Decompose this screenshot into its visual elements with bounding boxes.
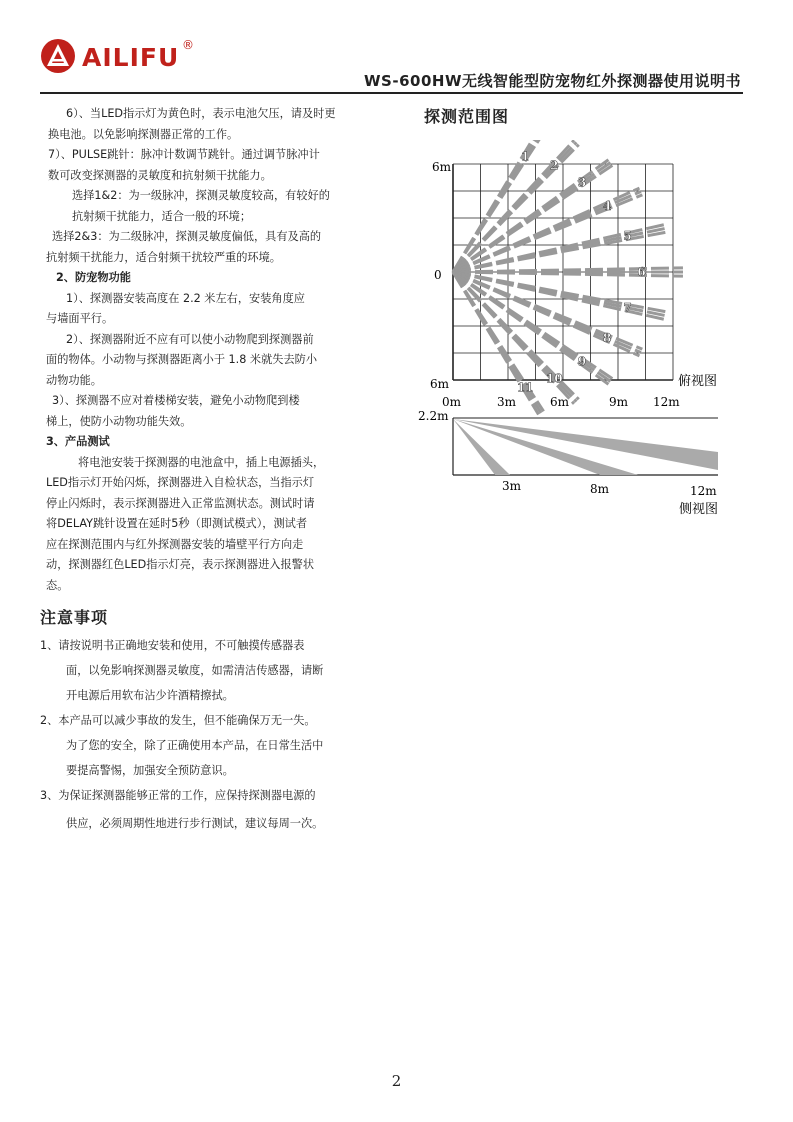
brand-logo-icon — [40, 38, 76, 74]
text-line: 选择1&2：为一级脉冲，探测灵敏度较高，有较好的 — [72, 189, 330, 202]
x-label: 3m — [497, 395, 517, 409]
zone-label: 9 — [577, 354, 587, 369]
side-height-label: 2.2m — [418, 409, 449, 423]
side-distance-label: 12m — [690, 484, 717, 498]
text-line: 动，探测器红色LED指示灯亮，表示探测器进入报警状 — [46, 558, 315, 571]
top-view-zones — [453, 140, 683, 415]
note-item: 1、请按说明书正确地安装和使用，不可触摸传感器表 — [40, 638, 305, 652]
zone-ray — [453, 272, 683, 276]
zone-label: 5 — [623, 229, 632, 244]
side-view-caption: 侧视图 — [679, 502, 719, 517]
page-number: 2 — [391, 1072, 402, 1090]
y-label-top: 6m — [432, 160, 452, 174]
text-line: 将DELAY跳针设置在延时5秒（即测试模式），测试者 — [46, 517, 308, 530]
note-line: 面，以免影响探测器灵敏度，如需清洁传感器，请断 — [66, 663, 324, 677]
text-line: 态。 — [46, 578, 69, 592]
side-view — [453, 418, 718, 475]
section-heading: 3、产品测试 — [46, 435, 110, 448]
notes-heading: 注意事项 — [40, 608, 109, 627]
detection-range-diagram — [400, 140, 740, 530]
x-label: 9m — [609, 395, 629, 409]
text-line: 应在探测范围内与红外探测器安装的墙壁平行方向走 — [46, 537, 304, 551]
note-line: 供应，必须周期性地进行步行测试，建议每周一次。 — [66, 816, 324, 830]
zone-label: 11 — [516, 380, 534, 395]
section-heading: 2、防宠物功能 — [56, 271, 131, 284]
zone-label: 7 — [623, 300, 632, 315]
note-item: 2、本产品可以减少事故的发生，但不能确保万无一失。 — [40, 713, 316, 727]
text-line: 7）、PULSE跳针：脉冲计数调节跳针。通过调节脉冲计 — [48, 148, 320, 161]
text-line: 抗射频干扰能力，适合一般的环境； — [72, 209, 252, 223]
x-label: 12m — [653, 395, 680, 409]
text-line: 抗射频干扰能力，适合射频干扰较严重的环境。 — [46, 250, 281, 264]
note-item: 3、为保证探测器能够正常的工作，应保持探测器电源的 — [40, 788, 316, 802]
registered-mark: ® — [182, 38, 194, 52]
zone-label: 3 — [577, 175, 587, 190]
zone-label: 2 — [550, 158, 559, 173]
document-title: WS-600HW无线智能型防宠物红外探测器使用说明书 — [364, 72, 741, 90]
text-line: 6）、当LED指示灯为黄色时，表示电池欠压，请及时更 — [66, 107, 336, 120]
y-label-origin: 0 — [434, 268, 442, 282]
diagram-title: 探测范围图 — [424, 107, 510, 126]
text-line: 选择2&3：为二级脉冲，探测灵敏度偏低，具有及高的 — [52, 230, 322, 243]
y-label-bottom: 6m — [430, 377, 450, 391]
side-distance-label: 3m — [502, 479, 522, 493]
zone-label: 1 — [521, 149, 530, 164]
text-line: 停止闪烁时，表示探测器进入正常监测状态。测试时请 — [46, 496, 315, 510]
x-label: 0m — [442, 395, 462, 409]
text-line: LED指示灯开始闪烁，探测器进入自检状态，当指示灯 — [46, 476, 315, 489]
text-line: 与墙面平行。 — [46, 312, 114, 325]
text-line: 2）、探测器附近不应有可以使小动物爬到探测器前 — [66, 332, 314, 346]
text-line: 1）、探测器安装高度在 2.2 米左右，安装角度应 — [66, 291, 305, 305]
x-label: 6m — [550, 395, 570, 409]
text-line: 面的物体。小动物与探测器距离小于 1.8 米就失去防小 — [46, 353, 318, 366]
text-line: 换电池。以免影响探测器正常的工作。 — [48, 127, 239, 141]
brand-name: AILIFU — [82, 43, 180, 72]
text-line: 梯上，使防小动物功能失效。 — [46, 414, 192, 428]
header-rule — [40, 92, 743, 94]
zone-label: 8 — [602, 331, 612, 346]
text-line: 动物功能。 — [46, 373, 102, 387]
note-line: 开电源后用软布沾少许酒精擦拭。 — [66, 688, 234, 702]
text-line: 3）、探测器不应对着楼梯安装，避免小动物爬到楼 — [52, 394, 300, 407]
text-line: 将电池安装于探测器的电池盒中，插上电源插头， — [78, 455, 325, 469]
notes-list — [40, 635, 385, 835]
text-line: 数可改变探测器的灵敏度和抗射频干扰能力。 — [48, 168, 272, 182]
zone-label: 4 — [602, 198, 612, 213]
top-view-caption: 俯视图 — [678, 374, 718, 389]
zone-label: 10 — [545, 371, 563, 386]
note-line: 为了您的安全，除了正确使用本产品，在日常生活中 — [66, 738, 324, 752]
side-distance-label: 8m — [590, 482, 610, 496]
note-line: 要提高警惕，加强安全预防意识。 — [66, 763, 234, 777]
zone-label: 6 — [637, 265, 646, 279]
left-column — [40, 104, 385, 838]
